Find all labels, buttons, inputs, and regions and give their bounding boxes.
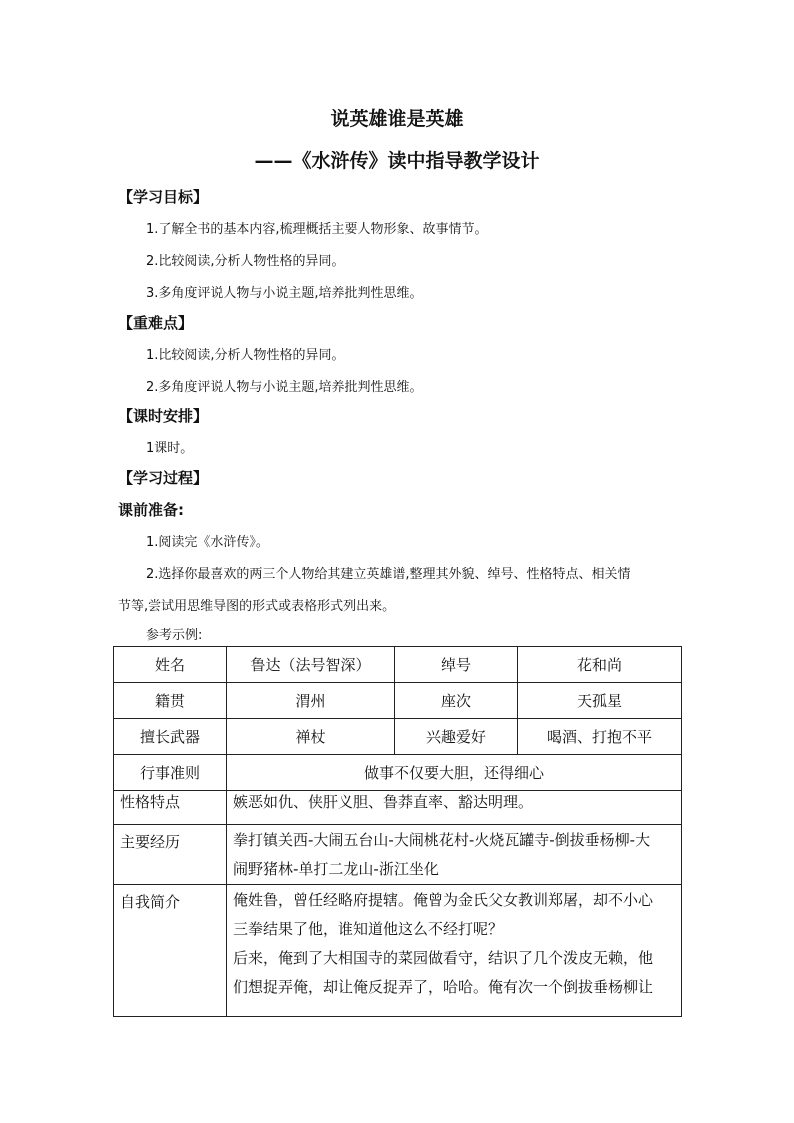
process-item: 1.阅读完《水浒传》。 (146, 535, 269, 550)
label-principle: 行事准则 (114, 755, 227, 791)
label-name: 姓名 (114, 647, 227, 683)
value-hometown: 渭州 (227, 683, 395, 719)
table-row (114, 825, 682, 885)
value-self-intro (227, 885, 682, 1017)
value-principle: 做事不仅要大胆，还得细心 (227, 755, 682, 791)
experience-line: 拳打镇关西-大闹五台山-大闹桃花村-火烧瓦罐寺-倒拔垂杨柳-大 (233, 831, 651, 849)
table-row (114, 885, 682, 1017)
self-intro-line: 后来，俺到了大相国寺的菜园做看守，结识了几个泼皮无赖，他 (233, 949, 654, 967)
value-personality: 嫉恶如仇、侠肝义胆、鲁莽直率、豁达明理。 (227, 791, 682, 825)
key-point-item: 1.比较阅读,分析人物性格的异同。 (146, 348, 345, 363)
goal-item: 2.比较阅读,分析人物性格的异同。 (146, 254, 345, 269)
document-subtitle: ——《水浒传》读中指导教学设计 (254, 150, 540, 172)
self-intro-line: 俺姓鲁，曾任经略府提辖。俺曾为金氏父女教训郑屠，却不小心 (233, 891, 654, 909)
label-experience: 主要经历 (114, 825, 227, 885)
process-item-continued: 节等,尝试用思维导图的形式或表格形式列出来。 (118, 599, 396, 614)
label-self-intro: 自我简介 (114, 885, 227, 1017)
label-hobby: 兴趣爱好 (395, 719, 518, 755)
schedule-item: 1课时。 (146, 441, 194, 456)
label-hometown: 籍贯 (114, 683, 227, 719)
value-nickname: 花和尚 (518, 647, 682, 683)
value-name: 鲁达（法号智深） (227, 647, 395, 683)
section-heading-process: 【学习过程】 (118, 469, 209, 487)
self-intro-line: 三拳结果了他，谁知道他这么不经打呢？ (233, 920, 504, 938)
section-heading-goals: 【学习目标】 (118, 188, 209, 206)
label-nickname: 绰号 (395, 647, 518, 683)
key-point-item: 2.多角度评说人物与小说主题,培养批判性思维。 (146, 380, 423, 395)
experience-line: 闹野猪林-单打二龙山-浙江坐化 (233, 860, 439, 878)
example-label: 参考示例: (146, 628, 203, 643)
value-experience (227, 825, 682, 885)
self-intro-line: 们想捉弄俺，却让俺反捉弄了，哈哈。俺有次一个倒拔垂杨柳让 (233, 978, 654, 996)
value-rank: 天孤星 (518, 683, 682, 719)
table-row (114, 791, 682, 825)
table-row (114, 755, 682, 791)
table-row (114, 719, 682, 755)
table-row (114, 647, 682, 683)
process-item: 2.选择你最喜欢的两三个人物给其建立英雄谱,整理其外貌、绰号、性格特点、相关情 (146, 567, 631, 582)
label-rank: 座次 (395, 683, 518, 719)
label-weapon: 擅长武器 (114, 719, 227, 755)
value-hobby: 喝酒、打抱不平 (518, 719, 682, 755)
table-row (114, 683, 682, 719)
goal-item: 3.多角度评说人物与小说主题,培养批判性思维。 (146, 286, 423, 301)
hero-profile-table (113, 646, 682, 1017)
value-weapon: 禅杖 (227, 719, 395, 755)
section-heading-key-points: 【重难点】 (118, 314, 194, 332)
label-personality: 性格特点 (114, 791, 227, 825)
document-title: 说英雄谁是英雄 (330, 108, 464, 130)
goal-item: 1.了解全书的基本内容,梳理概括主要人物形象、故事情节。 (146, 222, 488, 237)
prep-heading: 课前准备: (118, 501, 184, 519)
section-heading-schedule: 【课时安排】 (118, 407, 209, 425)
